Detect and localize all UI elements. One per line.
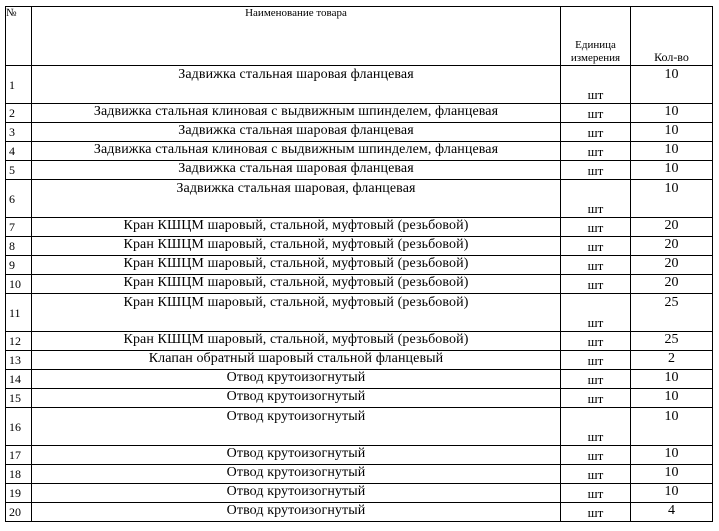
row-quantity: 10 (631, 161, 713, 180)
table-header-row (6, 7, 713, 66)
product-table (5, 6, 713, 522)
row-unit: шт (561, 484, 631, 503)
row-product-name: Задвижка стальная шаровая, фланцевая (32, 180, 561, 218)
header-quantity: Кол-во (631, 7, 713, 66)
table-row (6, 351, 713, 370)
row-quantity: 10 (631, 180, 713, 218)
row-unit: шт (561, 370, 631, 389)
row-quantity: 10 (631, 465, 713, 484)
row-product-name: Клапан обратный шаровый стальной фланцевый (32, 351, 561, 370)
row-quantity: 10 (631, 123, 713, 142)
table-row (6, 180, 713, 218)
row-unit: шт (561, 503, 631, 522)
row-unit: шт (561, 332, 631, 351)
row-product-name: Кран КШЦМ шаровый, стальной, муфтовый (резьбовой) (32, 294, 561, 332)
row-number: 5 (6, 161, 32, 180)
row-quantity: 20 (631, 218, 713, 237)
row-quantity: 10 (631, 446, 713, 465)
header-number: № (6, 7, 32, 66)
row-product-name: Задвижка стальная клиновая с выдвижным шпинделем, фланцевая (32, 104, 561, 123)
row-number: 10 (6, 275, 32, 294)
table-row (6, 275, 713, 294)
row-number: 16 (6, 408, 32, 446)
row-number: 1 (6, 66, 32, 104)
row-quantity: 25 (631, 332, 713, 351)
row-unit: шт (561, 446, 631, 465)
row-unit: шт (561, 389, 631, 408)
row-number: 2 (6, 104, 32, 123)
row-product-name: Кран КШЦМ шаровый, стальной, муфтовый (резьбовой) (32, 275, 561, 294)
row-number: 7 (6, 218, 32, 237)
table-row (6, 484, 713, 503)
row-quantity: 10 (631, 389, 713, 408)
row-number: 18 (6, 465, 32, 484)
row-product-name: Кран КШЦМ шаровый, стальной, муфтовый (резьбовой) (32, 256, 561, 275)
row-number: 17 (6, 446, 32, 465)
table-row (6, 503, 713, 522)
table-body (6, 66, 713, 522)
row-quantity: 25 (631, 294, 713, 332)
row-unit: шт (561, 218, 631, 237)
table-row (6, 104, 713, 123)
row-quantity: 20 (631, 275, 713, 294)
row-unit: шт (561, 66, 631, 104)
row-quantity: 10 (631, 408, 713, 446)
header-unit-line2: измерения (570, 52, 621, 64)
row-unit: шт (561, 408, 631, 446)
table-row (6, 408, 713, 446)
row-number: 15 (6, 389, 32, 408)
row-product-name: Кран КШЦМ шаровый, стальной, муфтовый (резьбовой) (32, 237, 561, 256)
row-number: 19 (6, 484, 32, 503)
row-number: 8 (6, 237, 32, 256)
row-quantity: 10 (631, 484, 713, 503)
row-number: 14 (6, 370, 32, 389)
row-unit: шт (561, 104, 631, 123)
row-product-name: Кран КШЦМ шаровый, стальной, муфтовый (резьбовой) (32, 218, 561, 237)
table-row (6, 370, 713, 389)
row-product-name: Отвод крутоизогнутый (32, 446, 561, 465)
row-product-name: Задвижка стальная шаровая фланцевая (32, 161, 561, 180)
table-row (6, 218, 713, 237)
table-row (6, 294, 713, 332)
row-product-name: Отвод крутоизогнутый (32, 465, 561, 484)
row-quantity: 2 (631, 351, 713, 370)
table-row (6, 332, 713, 351)
row-unit: шт (561, 465, 631, 484)
header-unit (561, 7, 631, 66)
row-product-name: Задвижка стальная клиновая с выдвижным шпинделем, фланцевая (32, 142, 561, 161)
row-product-name: Отвод крутоизогнутый (32, 408, 561, 446)
row-unit: шт (561, 256, 631, 275)
row-number: 13 (6, 351, 32, 370)
row-unit: шт (561, 275, 631, 294)
row-unit: шт (561, 161, 631, 180)
row-product-name: Задвижка стальная шаровая фланцевая (32, 66, 561, 104)
row-number: 3 (6, 123, 32, 142)
table-row (6, 237, 713, 256)
row-quantity: 20 (631, 237, 713, 256)
row-quantity: 10 (631, 66, 713, 104)
header-unit-line1: Единица (575, 39, 616, 51)
table-row (6, 161, 713, 180)
row-product-name: Отвод крутоизогнутый (32, 389, 561, 408)
row-product-name: Отвод крутоизогнутый (32, 370, 561, 389)
row-quantity: 10 (631, 370, 713, 389)
table-row (6, 256, 713, 275)
row-product-name: Кран КШЦМ шаровый, стальной, муфтовый (резьбовой) (32, 332, 561, 351)
row-unit: шт (561, 294, 631, 332)
row-quantity: 4 (631, 503, 713, 522)
row-number: 6 (6, 180, 32, 218)
table-row (6, 66, 713, 104)
row-quantity: 10 (631, 142, 713, 161)
row-number: 12 (6, 332, 32, 351)
header-product-name: Наименование товара (32, 7, 561, 66)
row-unit: шт (561, 123, 631, 142)
row-unit: шт (561, 351, 631, 370)
table-row (6, 465, 713, 484)
table-row (6, 446, 713, 465)
row-product-name: Отвод крутоизогнутый (32, 503, 561, 522)
table-row (6, 142, 713, 161)
table-row (6, 123, 713, 142)
row-number: 9 (6, 256, 32, 275)
row-number: 20 (6, 503, 32, 522)
row-product-name: Задвижка стальная шаровая фланцевая (32, 123, 561, 142)
row-product-name: Отвод крутоизогнутый (32, 484, 561, 503)
row-unit: шт (561, 142, 631, 161)
row-number: 4 (6, 142, 32, 161)
table-row (6, 389, 713, 408)
row-unit: шт (561, 237, 631, 256)
row-number: 11 (6, 294, 32, 332)
row-quantity: 20 (631, 256, 713, 275)
row-quantity: 10 (631, 104, 713, 123)
row-unit: шт (561, 180, 631, 218)
